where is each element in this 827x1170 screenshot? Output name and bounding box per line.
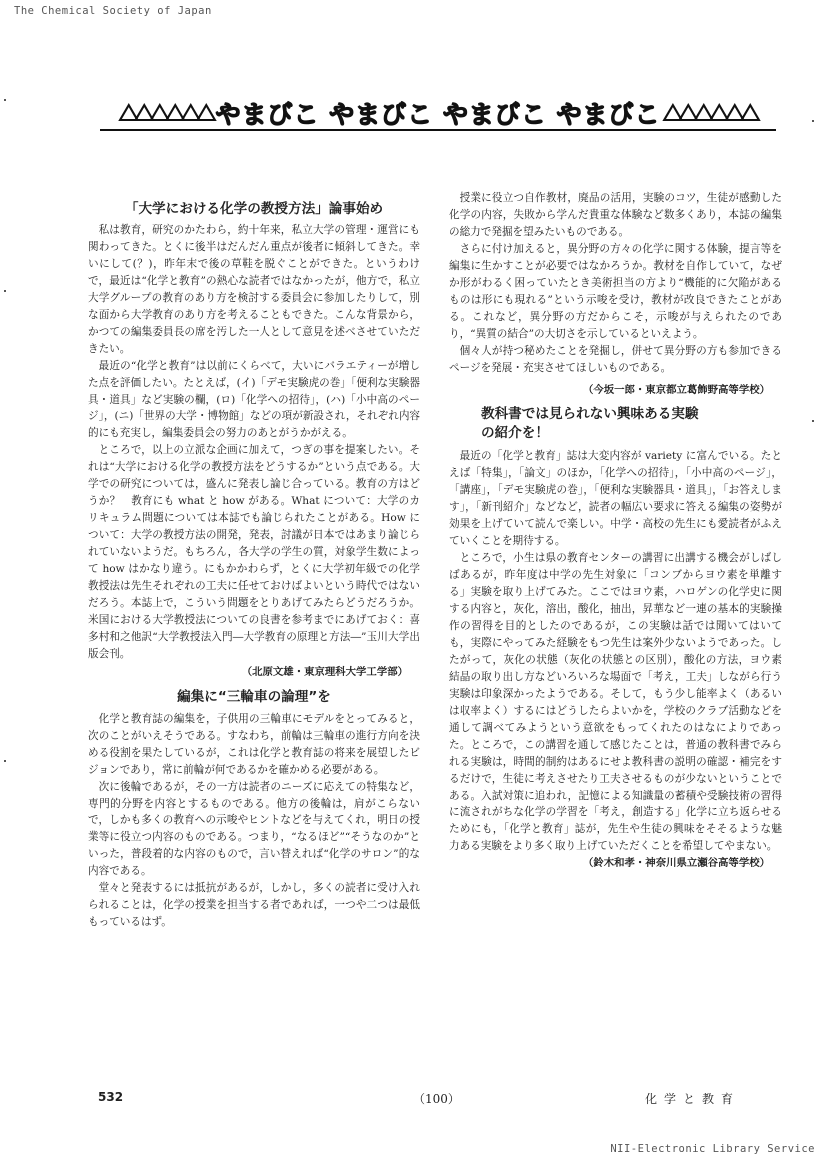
scan-mark — [812, 420, 814, 422]
page-number: 532 — [98, 1090, 124, 1104]
journal-name: 化学と教育 — [645, 1092, 741, 1106]
article-3-paragraph: 最近の「化学と教育」誌は大変内容が variety に富んでいる。たとえば「特集」，「論文」のほか，「化学への招待」，「小中高のページ」，「講座」，「デモ実験虎の巻」，「便利な実験器具・道具」，「お答えします」，「新刊紹介」などなど，読者の幅広い要求に答える編集の姿勢が効果を上げていて読んで楽しい。中学・高校の先生にも愛読者がふえていくことを期待する。 — [449, 450, 782, 548]
article-2-paragraph: さらに付け加えると，異分野の方々の化学に関する体験，提言等を編集に生かすことが必要ではなかろうか。教材を自作していて，なぜか形がわるく困っていたとき美術担当の方より“機能的に欠陥があるものは形にも現れる”という示唆を受け，教材が改良できたことがある。これなど，異分野の方だからこそ，示唆が与えられたのであり，“異質の結合”の大切さを示しているといえよう。 — [449, 242, 782, 340]
article-1-paragraph: 私は教育，研究のかたわら，約十年来，私立大学の管理・運営にも関わってきた。とくに後半はだんだん重点が後者に傾斜してきた。幸いにして(？)，昨年末で後の草鞋を脱ぐことができた。というわけで，最近は“化学と教育”の熱心な読者ではなかったが，他方で，私立大学グループの教育のあり方を検討する委員会に参加したりして，別な面から大学教育のあり方を考えることもできた。こんな背景から，かつての編集委員長の席を汚した一人として意見を述べさせていただきたい。 — [88, 224, 420, 355]
mountain-left-icon: ⛰⛰⛰⛰⛰⛰ — [119, 100, 213, 126]
article-2-paragraph: 化学と教育誌の編集を，子供用の三輪車にモデルをとってみると，次のことがいえそうである。すなわち，前輪は三輪車の進行方向を決める役割を果たしているが，これは化学と教育誌の将来を展望したビジョンであり，常に前輪が何であるかを確かめる必要がある。 — [88, 712, 420, 776]
article-2-paragraph: 授業に役立つ自作教材，廃品の活用，実験のコツ，生徒が感動した化学の内容，失敗から学んだ貴重な体験など数多くあり，本誌の編集の総力で発掘を望みたいものである。 — [449, 192, 782, 238]
issue-page-number: （100） — [413, 1092, 460, 1106]
scan-mark — [4, 99, 6, 101]
article-2-paragraph: 堂々と発表するには抵抗があるが，しかし，多くの読者に受け入れられることは，化学の授業を担当する者であれば，一つや二つは最低もっているはず。 — [88, 882, 420, 929]
library-service-footer: NII-Electronic Library Service — [610, 1143, 815, 1155]
banner-underline — [100, 129, 776, 131]
yamabiko-banner — [100, 98, 776, 128]
article-2-paragraph: 次に後輪であるが，その一方は読者のニーズに応えての特集など，専門的分野を内容とするものである。他方の後輪は，肩がこらないで，しかも多くの教育への示唆やヒントなどを与えてくれ，明日の授業等に役立つ内容のものである。つまり，“なるほど”“そうなのか”といった，普段着的な内容のもので，言い替えれば“化学のサロン”的な内容である。 — [88, 780, 420, 878]
article-3-paragraph: ところで，小生は県の教育センターの講習に出講する機会がしばしばあるが，昨年度は中学の先生対象に「コンブからヨウ素を単離する」実験を取り上げてみた。ここではヨウ素，ハロゲンの化学史に関する内容と，灰化，溶出，酸化，抽出，昇華など一連の基本的実験操作の習得を目的としたのであるが，この実験は話では聞いてはいても，実際にやってみた経験をもつ先生は案外少ないようであった。したがって，灰化の状態（灰化の状態との区別），酸化の方法，ヨウ素結晶の取り出し方などいろいろな場面で「考え，工夫」しながら行う実験は印象深かったようである。そして，もう少し能率よく（あるいは収率よく）するにはどうしたらよいかを，学校のクラブ活動などを通して調べてみようという意欲をもってくれたのはなによりであった。ところで，この講習を通して感じたことは，普通の教科書でみられる実験は，時間的制約はあるにせよ教科書の説明の確認・補完をするだけで，生徒に考えさせたり工夫させるものが少ないということである。入試対策に追われ，記憶による知識量の蓄積や受験技術の習得に流されがちな化学の学習を「考え，創造する」化学に立ち返らせるためにも，「化学と教育」誌が，先生や生徒の興味をそそるような魅力ある実験をより多く取り上げていただくことを希望してやまない。 — [449, 552, 782, 853]
banner-title: やまびこ やまびこ やまびこ やまびこ — [215, 100, 661, 129]
article-2-title: 編集に“三輪車の論理”を — [177, 688, 331, 705]
article-1-signature: （北原文雄・東京理科大学工学部） — [241, 665, 408, 678]
article-1-title: 「大学における化学の教授方法」論事始め — [124, 201, 384, 217]
article-3-title-line1: 教科書では見られない興味ある実験 — [481, 406, 699, 423]
article-3-signature: （鈴木和孝・神奈川県立瀬谷高等学校） — [582, 857, 770, 870]
mountain-right-icon: ⛰⛰⛰⛰⛰⛰ — [663, 100, 757, 126]
society-header: The Chemical Society of Japan — [14, 5, 212, 17]
article-3-title-line2: の紹介を！ — [481, 425, 549, 442]
article-2-paragraph: 個々人が持つ秘めたことを発掘し，併せて異分野の方も参加できるページを発展・充実させてほしいものである。 — [449, 344, 782, 374]
article-1-paragraph: ところで，以上の立派な企画に加えて，つぎの事を提案したい。それは“大学における化学の教授方法をどうするか”という点である。大学での研究については，盛んに発表し論じ合っている。教育の方はどうか？ 教育にも what と how がある。What について：大学のカリキュラム問題については本誌でも論じられたことがある。How について：大学の教授方法の開発，発表，討議が日本ではあまり論じられていないようだ。もちろん，各大学の学生の質，対象学生数によって how はかなり違う。にもかかわらず，とくに大学初年級での化学教授法は先生それぞれの工夫に任せておけばよいという時代ではないだろう。本誌上で，こういう問題をとりあげてみたらどうだろうか。米国における大学教授法についての良書を参考までにあげておく：喜多村和之他訳“大学教授法入門―大学教育の原理と方法―”玉川大学出版会刊。 — [88, 444, 420, 660]
left-column — [88, 200, 420, 931]
scan-mark — [812, 120, 814, 122]
article-2-signature: （今坂一郎・東京都立葛飾野高等学校） — [582, 384, 770, 397]
article-1-paragraph: 最近の“化学と教育”は以前にくらべて，大いにバラエティーが増した点を評価したい。たとえば，(イ)「デモ実験虎の巻」「便利な実験器具・道具」など実験の欄，(ロ)「化学への招待」，(ハ)「小中高のページ」，(ニ)「世界の大学・博物館」などの項が新設され，それぞれ内容的にも充実し，編集委員会の努力のあとがうかがえる。 — [88, 359, 421, 440]
right-column — [449, 190, 782, 872]
scan-mark — [4, 760, 6, 762]
scan-mark — [4, 290, 6, 292]
